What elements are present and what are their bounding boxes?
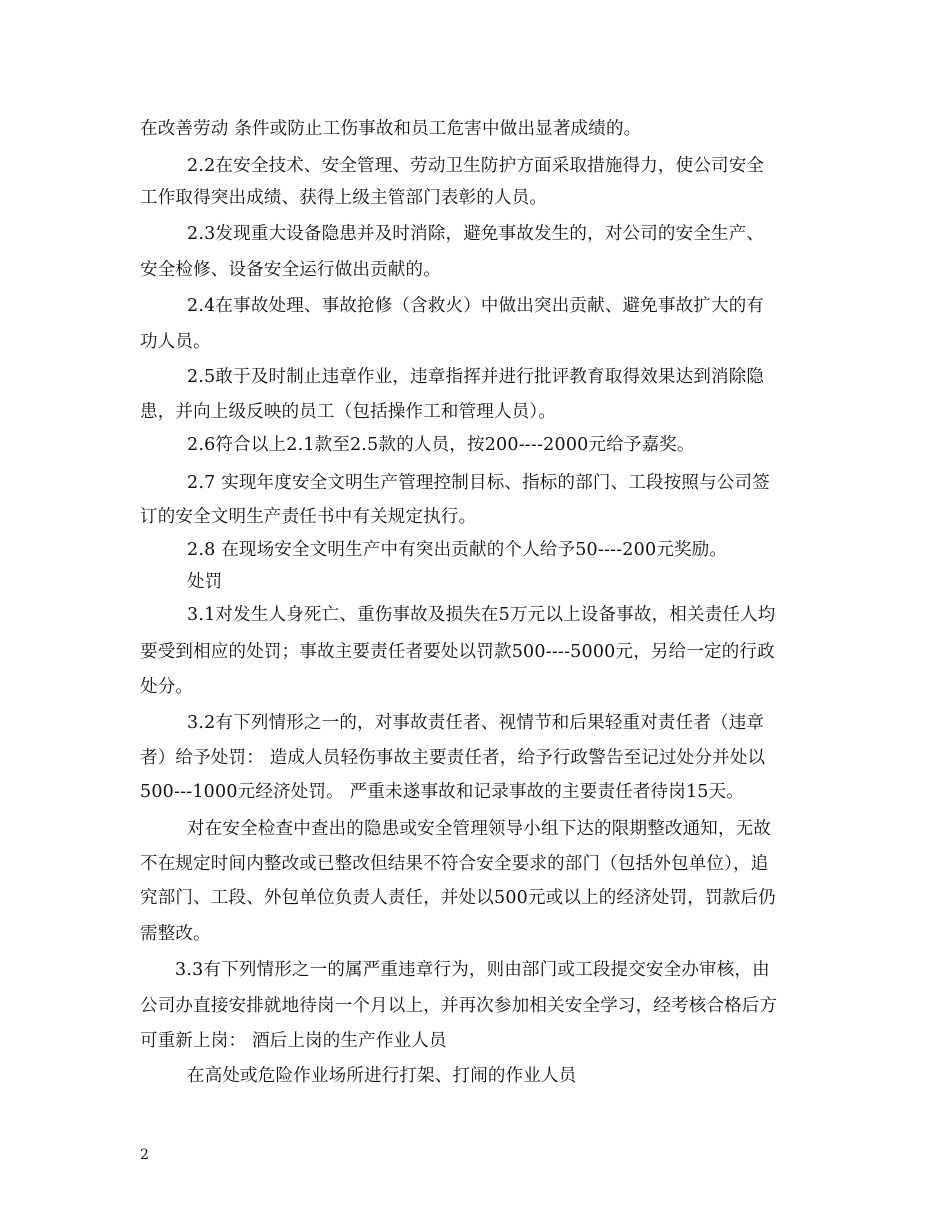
paragraph-line: 需整改。	[140, 924, 211, 944]
paragraph-line: 在高处或危险作业场所进行打架、打闹的作业人员	[187, 1066, 577, 1086]
paragraph-line: 对在安全检查中查出的隐患或安全管理领导小组下达的限期整改通知，无故	[187, 819, 772, 839]
paragraph-line: 工作取得突出成绩、获得上级主管部门表彰的人员。	[140, 188, 548, 208]
paragraph-line: 2.4在事故处理、事故抢修（含救火）中做出突出贡献、避免事故扩大的有	[187, 296, 765, 316]
paragraph-line: 公司办直接安排就地待岗一个月以上，并再次参加相关安全学习，经考核合格后方	[140, 996, 778, 1016]
paragraph-line: 在改善劳动 条件或防止工伤事故和员工危害中做出显著成绩的。	[140, 119, 642, 139]
paragraph-line: 3.1对发生人身死亡、重伤事故及损失在5万元以上设备事故，相关责任人均	[187, 605, 776, 625]
paragraph-line: 2.7 实现年度安全文明生产管理控制目标、指标的部门、工段按照与公司签	[187, 473, 770, 493]
paragraph-line: 可重新上岗： 酒后上岗的生产作业人员	[140, 1031, 447, 1051]
paragraph-line: 功人员。	[140, 332, 211, 352]
paragraph-line: 2.3发现重大设备隐患并及时消除，避免事故发生的，对公司的安全生产、	[187, 224, 765, 244]
paragraph-line: 安全检修、设备安全运行做出贡献的。	[140, 260, 441, 280]
paragraph-line: 2.6符合以上2.1款至2.5款的人员，按200----2000元给予嘉奖。	[187, 435, 695, 455]
paragraph-line: 2.2在安全技术、安全管理、劳动卫生防护方面采取措施得力，使公司安全	[187, 156, 765, 176]
paragraph-line: 者）给予处罚： 造成人员轻伤事故主要责任者，给予行政警告至记过处分并处以	[140, 748, 766, 768]
paragraph-line: 500---1000元经济处罚。 严重未遂事故和记录事故的主要责任者待岗15天。	[140, 782, 745, 802]
paragraph-line: 处分。	[140, 677, 194, 697]
paragraph-line: 3.2有下列情形之一的，对事故责任者、视情节和后果轻重对责任者（违章	[187, 713, 765, 733]
paragraph-line: 患，并向上级反映的员工（包括操作工和管理人员）。	[140, 402, 557, 422]
paragraph-line: 2.5敢于及时制止违章作业，违章指挥并进行批评教育取得效果达到消除隐	[187, 367, 765, 387]
page-number: 2	[140, 1147, 149, 1163]
paragraph-line: 订的安全文明生产责任书中有关规定执行。	[140, 507, 477, 527]
paragraph-line: 究部门、工段、外包单位负责人责任，并处以500元或以上的经济处罚，罚款后仍	[140, 888, 776, 908]
section-heading: 处罚	[187, 572, 223, 592]
paragraph-line: 要受到相应的处罚；事故主要责任者要处以罚款500----5000元，另给一定的行政	[140, 642, 775, 662]
paragraph-line: 3.3有下列情形之一的属严重违章行为，则由部门或工段提交安全办审核，由	[175, 960, 770, 980]
paragraph-line: 2.8 在现场安全文明生产中有突出贡献的个人给予50----200元奖励。	[187, 540, 728, 560]
paragraph-line: 不在规定时间内整改或已整改但结果不符合安全要求的部门（包括外包单位），追	[140, 854, 769, 874]
